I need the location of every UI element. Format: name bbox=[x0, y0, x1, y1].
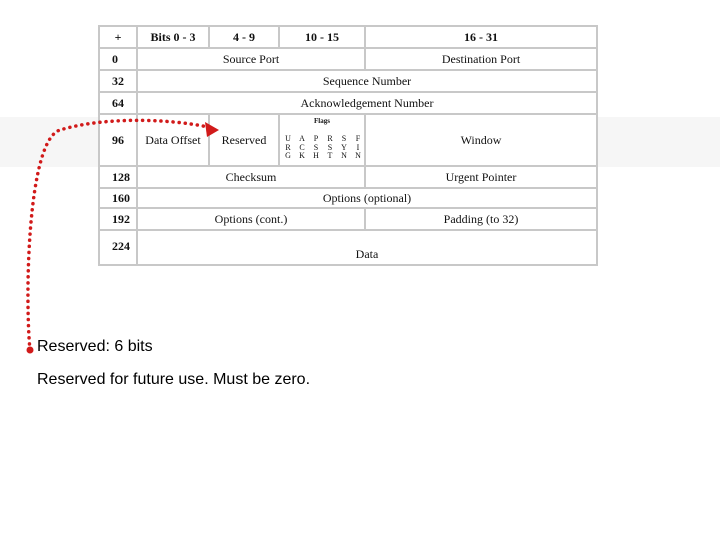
arrow-head bbox=[205, 122, 219, 137]
arrow-origin-dot bbox=[27, 347, 34, 354]
data-offset-field: Data Offset bbox=[138, 115, 210, 167]
source-port-field: Source Port bbox=[138, 49, 366, 71]
flag-rst: R S T bbox=[327, 134, 333, 160]
row-offset-128: 128 bbox=[100, 167, 138, 189]
destination-port-field: Destination Port bbox=[366, 49, 596, 71]
info-title: Reserved: 6 bits bbox=[37, 338, 153, 355]
checksum-field: Checksum bbox=[138, 167, 366, 189]
flag-fin: F I N bbox=[355, 134, 361, 160]
row-offset-224: 224 bbox=[100, 231, 138, 264]
row-offset-0: 0 bbox=[100, 49, 138, 71]
data-field: Data bbox=[355, 247, 379, 261]
row-offset-96: 96 bbox=[100, 115, 138, 167]
flags-title: Flags bbox=[314, 117, 330, 125]
info-description: Reserved for future use. Must be zero. bbox=[37, 371, 311, 388]
options-field: Options (optional) bbox=[138, 189, 596, 209]
row-offset-192: 192 bbox=[100, 209, 138, 231]
flag-urg: U R G bbox=[285, 134, 291, 160]
header-bits-10-15: 10 - 15 bbox=[280, 27, 366, 49]
header-bits-16-31: 16 - 31 bbox=[366, 27, 596, 49]
flag-psh: P S H bbox=[313, 134, 319, 160]
header-plus: + bbox=[100, 27, 138, 49]
header-bits-4-9: 4 - 9 bbox=[210, 27, 280, 49]
window-field: Window bbox=[366, 115, 596, 167]
urgent-pointer-field: Urgent Pointer bbox=[366, 167, 596, 189]
dotted-arrow-line bbox=[28, 120, 212, 350]
sequence-number-field: Sequence Number bbox=[138, 71, 596, 93]
padding-field: Padding (to 32) bbox=[366, 209, 596, 231]
reserved-field: Reserved bbox=[210, 115, 280, 167]
flag-syn: S Y N bbox=[341, 134, 347, 160]
row-offset-32: 32 bbox=[100, 71, 138, 93]
acknowledgement-number-field: Acknowledgement Number bbox=[138, 93, 596, 115]
options-cont-field: Options (cont.) bbox=[138, 209, 366, 231]
header-bits-0-3: Bits 0 - 3 bbox=[138, 27, 210, 49]
flag-ack: A C K bbox=[299, 134, 305, 160]
row-offset-160: 160 bbox=[100, 189, 138, 209]
row-offset-64: 64 bbox=[100, 93, 138, 115]
